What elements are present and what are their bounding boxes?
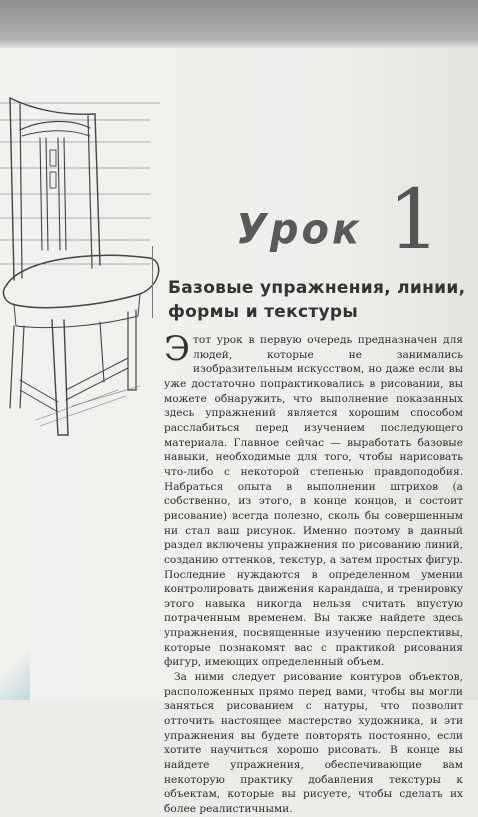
lesson-number: 1 bbox=[388, 173, 441, 268]
lesson-label: Урок bbox=[236, 205, 363, 255]
top-scan-band bbox=[0, 0, 478, 48]
scan-edge-tint bbox=[0, 640, 30, 700]
section-title: Базовые упражнения, линии, формы и текстуры bbox=[168, 278, 466, 322]
drop-cap: Э bbox=[164, 329, 191, 369]
lesson-body-text bbox=[164, 329, 463, 817]
paragraph-1-text: тот урок в первую очередь предназначен для людей, которые не занимались изобразительным искусством, но даже если вы уже достаточно попрактиковались в рисовании, вы можете обнаружить, что выполнение показанных здесь упражнений является хорошим способом расслабиться перед изучением последующего материала. Главное сейчас — выработать базовые навыки, необходимые для того, чтобы нарисовать что-либо с некоторой степенью правдоподобия. Набраться опыта в выполнении штрихов (а собственно, из этого, в конце концов, и состоит рисование) всегда полезно, сколь бы совершенным ни стал ваш рисунок. Именно поэтому в данный раздел включены упражнения по рисованию линий, созданию оттенков, текстур, а затем простых фигур. Последние нуждаются в определенном умении контролировать движения карандаша, и тренировку этого навыка никогда нельзя считать впустую потраченным временем. Вы также найдете здесь упражнения, посвященные изучению перспективы, которые познакомят вас с практикой рисования фигур, имеющих определенный объем. bbox=[164, 334, 463, 669]
title-rule bbox=[152, 246, 153, 318]
paragraph-2: За ними следует рисование контуров объектов, расположенных прямо перед вами, чтобы вы могли заняться рисованием с натуры, что позволит отточить настоящее мастерство художника, и эти упражнения вы будете повторять постоянно, если хотите научиться хорошо рисовать. В конце вы найдете упражнения, обеспечивающие вам некоторую практику добавления текстуры к объектам, которые вы рисуете, чтобы сделать их более реалистичными. bbox=[164, 671, 463, 815]
paragraph-1 bbox=[164, 329, 463, 670]
